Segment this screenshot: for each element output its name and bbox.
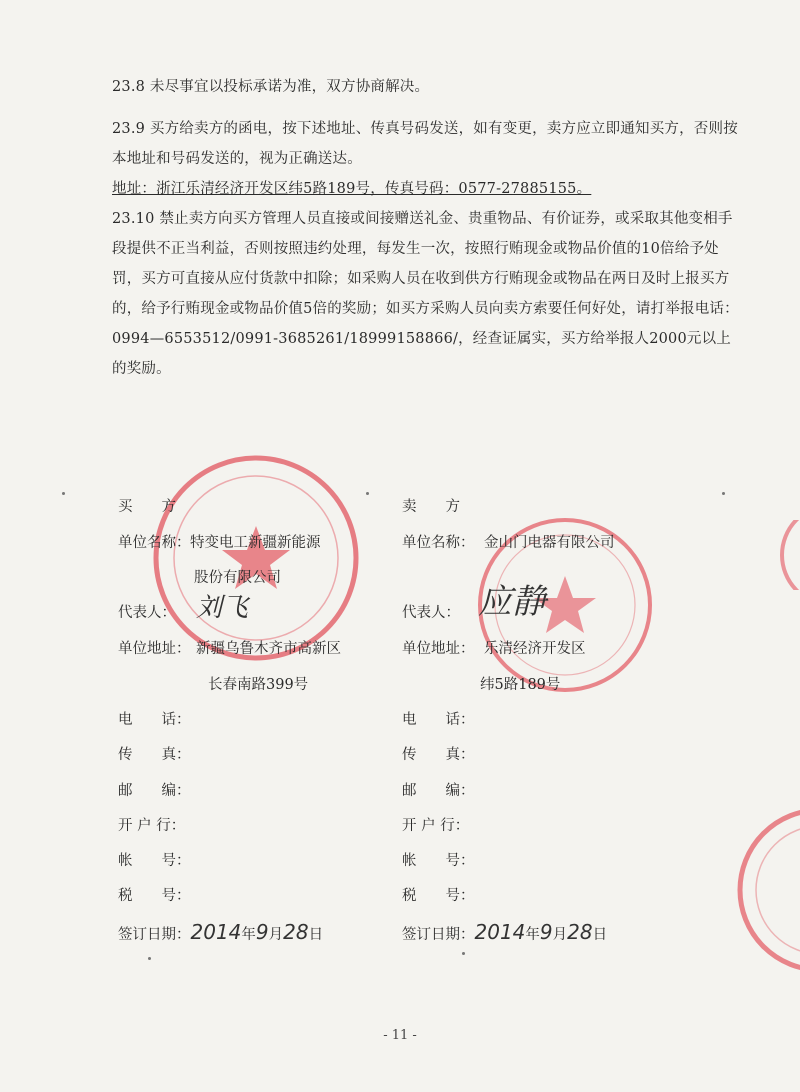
seller-date-year: 2014 xyxy=(474,920,526,944)
buyer-date-day-char: 日 xyxy=(308,927,324,943)
seller-account-label: 帐 号： xyxy=(402,853,475,869)
seller-representative-signature: 应静 xyxy=(478,582,546,622)
seller-date-label: 签订日期： xyxy=(402,927,475,943)
seller-tax-label: 税 号： xyxy=(402,888,475,904)
buyer-date-year-char: 年 xyxy=(241,927,256,943)
buyer-phone-label: 电 话： xyxy=(118,712,191,728)
partial-seal-right-edge xyxy=(720,790,800,990)
seller-date-month: 9 xyxy=(539,920,553,944)
clause-23-9: 23.9 买方给卖方的函电，按下述地址、传真号码发送，如有变更，卖方应立即通知买方，否则按本地址和号码发送的，视为正确送达。 xyxy=(112,121,738,167)
scan-speck xyxy=(62,492,65,495)
buyer-representative-label: 代表人： xyxy=(118,605,176,621)
seller-date-day-char: 日 xyxy=(592,927,608,943)
seller-date-year-char: 年 xyxy=(525,927,540,943)
scan-speck xyxy=(462,952,465,955)
buyer-address-label: 单位地址： xyxy=(118,641,191,657)
buyer-date-label: 签订日期： xyxy=(118,927,191,943)
scan-speck xyxy=(148,957,151,960)
buyer-sign-date xyxy=(118,920,323,944)
seller-phone-label: 电 话： xyxy=(402,712,475,728)
scan-speck xyxy=(722,492,725,495)
scan-speck xyxy=(366,492,369,495)
seller-postcode-label: 邮 编： xyxy=(402,783,475,799)
seller-sign-date xyxy=(402,920,607,944)
buyer-account-label: 帐 号： xyxy=(118,853,191,869)
buyer-postcode-label: 邮 编： xyxy=(118,783,191,799)
seller-address-line: 地址：浙江乐清经济开发区纬5路189号，传真号码：0577-27885155。 xyxy=(112,181,592,197)
partial-seal-right-upper xyxy=(772,520,800,590)
buyer-date-year: 2014 xyxy=(190,920,242,944)
buyer-representative-signature: 刘飞 xyxy=(196,593,249,623)
buyer-address: 新疆乌鲁木齐市高新区 xyxy=(196,641,341,657)
buyer-unit-name-label: 单位名称： xyxy=(118,535,191,551)
buyer-date-month: 9 xyxy=(255,920,269,944)
buyer-date-month-char: 月 xyxy=(268,927,284,943)
seller-unit-name-label: 单位名称： xyxy=(402,535,475,551)
buyer-unit-name: 特变电工新疆新能源 xyxy=(190,535,321,551)
buyer-tax-label: 税 号： xyxy=(118,888,191,904)
seller-date-month-char: 月 xyxy=(552,927,568,943)
clause-23-8: 23.8 未尽事宜以投标承诺为准，双方协商解决。 xyxy=(112,79,430,95)
seller-date-day: 28 xyxy=(567,920,593,944)
page-number: - 11 - xyxy=(383,1028,417,1043)
seller-heading: 卖 方 xyxy=(402,499,460,515)
seller-address-label: 单位地址： xyxy=(402,641,475,657)
seller-address-cont: 纬5路189号 xyxy=(480,677,561,693)
seller-bank-label: 开 户 行： xyxy=(402,818,470,834)
clause-23-10: 23.10 禁止卖方向买方管理人员直接或间接赠送礼金、贵重物品、有价证券，或采取其他变相手段提供不正当利益，否则按照违约处理，每发生一次，按照行贿现金或物品价值的10倍给予处罚，买方可直接从应付货款中扣除；如采购人员在收到供方行贿现金或物品在两日及时上报买方的，给予行贿现金或物品价值5倍的奖励；如买方采购人员向卖方索要任何好处，请打举报电话：0994—6553512/0991-3685261/18999158866/，经查证属实，买方给举报人2000元以上的奖励。 xyxy=(112,211,739,377)
buyer-date-day: 28 xyxy=(283,920,309,944)
seller-representative-label: 代表人： xyxy=(402,605,460,621)
buyer-bank-label: 开 户 行： xyxy=(118,818,186,834)
seller-fax-label: 传 真： xyxy=(402,747,475,763)
buyer-fax-label: 传 真： xyxy=(118,747,191,763)
seller-unit-name: 金山门电器有限公司 xyxy=(484,535,615,551)
buyer-company-seal xyxy=(146,448,366,668)
buyer-heading: 买 方 xyxy=(118,499,176,515)
buyer-address-cont: 长春南路399号 xyxy=(208,677,309,693)
seller-address: 乐清经济开发区 xyxy=(484,641,586,657)
buyer-unit-name-cont: 股份有限公司 xyxy=(194,570,281,586)
